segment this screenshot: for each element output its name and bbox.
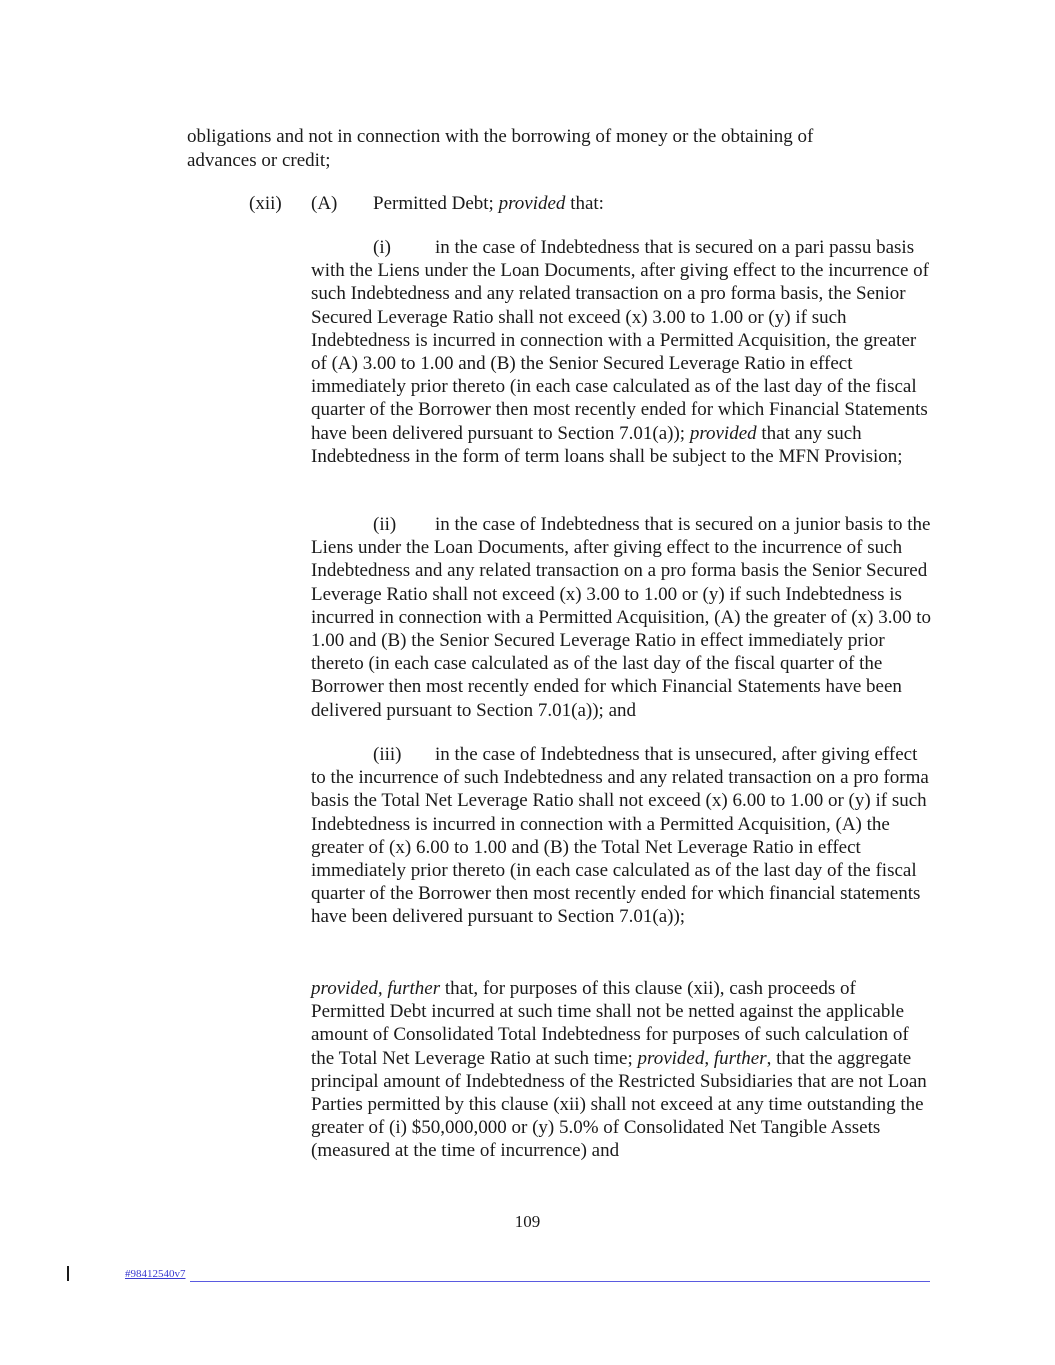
subclause-text-tail: that any such Indebtedness in the form of term loans shall be subject to the MFN Provision; (311, 422, 903, 467)
subclause-i (311, 236, 933, 468)
clause-heading-text (373, 192, 604, 216)
subclause-iii (311, 743, 933, 929)
intro-paragraph: obligations and not in connection with the borrowing of money or the obtaining of advances or credit; (187, 126, 814, 171)
clause-heading-tail: that: (565, 193, 604, 214)
subclause-number: (ii) (373, 514, 397, 535)
subclause-number: (iii) (373, 744, 402, 765)
subclause-ii (311, 513, 933, 722)
clause-letter: (A) (311, 193, 338, 214)
proviso-text-tail: , that the aggregate principal amount of Indebtedness of the Restricted Subsidiaries that are not Loan Parties permitted by this clause (xii) shall not exceed at any time outstanding the greater of (i) $50,000,000 or (y) 5.0% of Consolidated Net Tangible Assets (measured at the time of incurrence) and (311, 1047, 927, 1162)
proviso-comma: , (704, 1047, 714, 1069)
subclause-text: in the case of Indebtedness that is secured on a pari passu basis with the Liens under the Loan Documents, after giving effect to the incurrence of such Indebtedness and any related transaction on a pro forma basis, the Senior Secured Leverage Ratio shall not exceed (x) 3.00 to 1.00 or (y) if such Indebtedness is incurred in connection with a Permitted Acquisition, the greater of (A) 3.00 to 1.00 and (B) the Senior Secured Leverage Ratio in effect immediately prior thereto (in each case calculated as of the last day of the fiscal quarter of the Borrower then most recently ended for which Financial Statements have been delivered pursuant to Section 7.01(a)); (311, 237, 929, 444)
proviso-text: that, for purposes of this clause (xii), cash proceeds of Permitted Debt incurred at such time shall not be netted against the applicable amount of Consolidated Total Indebtedness for purposes of such calculation of the Total Net Leverage Ratio at such time; (311, 978, 909, 1069)
footer-rule (190, 1281, 930, 1282)
clause-number: (xii) (249, 193, 282, 214)
proviso-italic: further (713, 1047, 767, 1069)
subclause-text: in the case of Indebtedness that is secured on a junior basis to the Liens under the Loan Documents, after giving effect to the incurrence of such Indebtedness and any related transaction on a pro forma basis the Senior Secured Leverage Ratio shall not exceed (x) 3.00 to 1.00 or (y) if such Indebtedness is incurred in connection with a Permitted Acquisition, (A) the greater of (x) 3.00 to 1.00 and (B) the Senior Secured Leverage Ratio in effect immediately prior thereto (in each case calculated as of the last day of the fiscal quarter of the Borrower then most recently ended for which Financial Statements have been delivered pursuant to Section 7.01(a)); and (311, 514, 931, 721)
clause-heading-plain: Permitted Debt; (373, 193, 499, 214)
page-number: 109 (514, 1212, 541, 1231)
proviso-paragraph (311, 977, 933, 1163)
proviso-italic: provided (637, 1047, 705, 1069)
clause-heading-italic: provided (498, 193, 566, 214)
footer-document-id: #98412540v7 (125, 1268, 186, 1280)
change-bar (67, 1266, 69, 1281)
proviso-italic: provided, further (311, 978, 441, 999)
subclause-text: in the case of Indebtedness that is unsecured, after giving effect to the incurrence of such Indebtedness and any related transaction on a pro forma basis the Total Net Leverage Ratio shall not exceed (x) 6.00 to 1.00 or (y) if such Indebtedness is incurred in connection with a Permitted Acquisition, (A) the greater of (x) 6.00 to 1.00 and (B) the Total Net Leverage Ratio in effect immediately prior thereto (in each case calculated as of the last day of the fiscal quarter of the Borrower then most recently ended for which financial statements have been delivered pursuant to Section 7.01(a)); (311, 744, 929, 928)
subclause-italic: provided (689, 422, 757, 444)
subclause-number: (i) (373, 237, 391, 258)
